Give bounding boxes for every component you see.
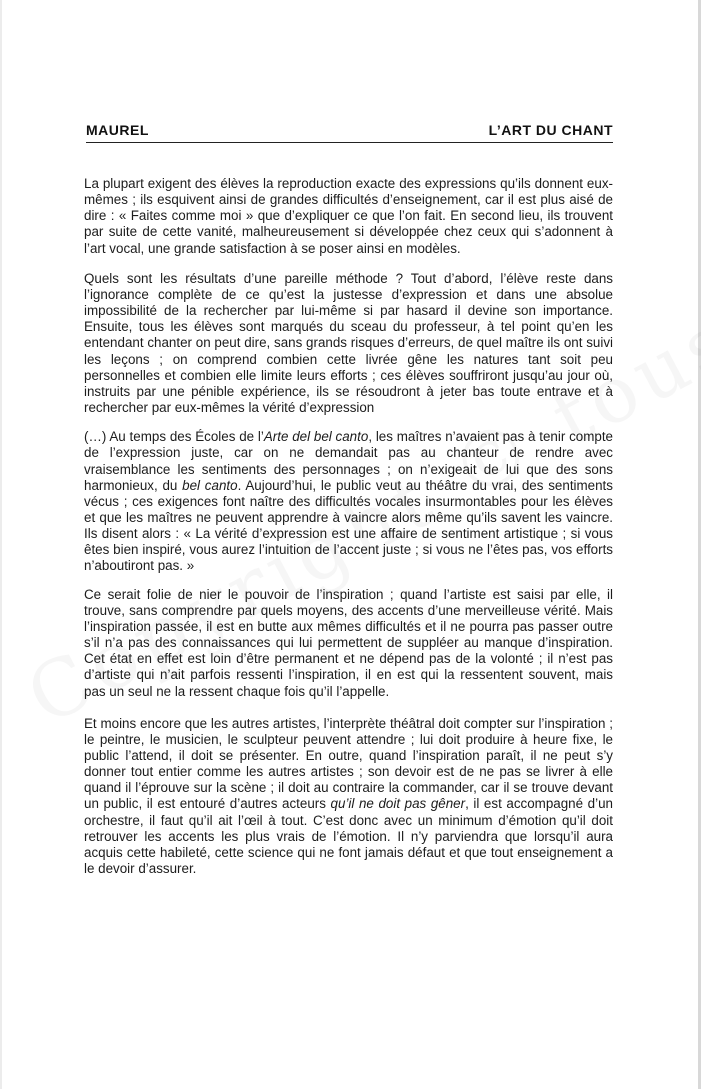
paragraph xyxy=(84,587,613,700)
paragraph xyxy=(84,271,613,416)
paragraph xyxy=(84,429,613,574)
paragraph xyxy=(84,716,613,878)
text-segment: Quels sont les résultats d’une pareille méthode ? Tout d’abord, l’élève reste dans l’ignorance complète de ce qu’est la justesse d’expression et dans une absolue impossibilité de la rechercher par lui-même si par hasard il devine son importance. Ensuite, tous les élèves sont marqués du sceau du professeur, à tel point qu’en les entendant chanter on peut dire, sans grands risques d’erreurs, de quel maître ils ont suivi les leçons ; on comprend combien cette livrée gêne les natures tant soit peu personnelles et combien elle limite leurs efforts ; ces élèves souffriront jusqu’au jour où, instruits par une pénible expérience, ils se résoudront à jeter bas toute entrave et à rechercher par eux-mêmes la vérité d’expression xyxy=(84,270,613,416)
text-segment: , les maîtres n’avaient pas à tenir compte de l’expression juste, car on ne demandait pas au chanteur de rendre avec vraisemblance les sentiments des personnages ; on n’exigeait de lui que des sons harmonieux, du xyxy=(84,429,613,493)
text-segment: La plupart exigent des élèves la reproduction exacte des expressions qu’ils donnent eux-mêmes ; ils esquivent ainsi de grandes difficultés d’enseignement, car il est plus aisé de dire : « Faites comme moi » que d’expliquer ce que l’on fait. En second lieu, ils trouvent par suite de cette vanité, malheureusement si développée chez ceux qui s’adonnent à l’art vocal, une grande satisfaction à se poser ainsi en modèles. xyxy=(84,176,613,256)
italic-text: bel canto xyxy=(182,477,238,493)
text-segment: , il est accompagné d’un orchestre, il faut qu’il ait l’œil à tout. C’est donc avec un minimum d’émotion qu’il doit retrouver les accents les plus vrais de l’émotion. Il n’y parviendra que lorsqu’il aura acquis cette habileté, cette science qui ne font jamais défaut et que tout enseignement a le devoir d’assurer. xyxy=(84,796,613,877)
scan-edge-left xyxy=(0,0,2,1089)
paragraph xyxy=(84,176,613,257)
italic-text: qu’il ne doit pas gêner xyxy=(330,796,466,812)
text-segment: Et moins encore que les autres artistes, l’interprète théâtral doit compter sur l’inspiration ; le peintre, le musicien, le sculpteur peuvent attendre ; lui doit produire à heure fixe, le public l’attend, il doit se présenter. En outre, quand l’inspiration paraît, il ne peut s’y donner tout entier comme les autres artistes ; son devoir est de ne pas se livrer à elle quand il l’éprouve sur la scène ; il doit au contraire la commander, car il se trouve devant un public, il est entouré d’autres acteurs xyxy=(84,715,613,812)
body-text xyxy=(84,176,613,891)
text-segment: . Aujourd’hui, le public veut au théâtre du vrai, des sentiments vécus ; ces exigences font naître des difficultés vocales insurmontables pour les élèves et que les maîtres ne peuvent apprendre à vaincre alors même qu’ils savent les vaincre. Ils disent alors : « La vérité d’expression est une affaire de sentiment artistique ; si vous êtes bien inspiré, vous aurez l’intuition de l’accent juste ; si vous ne l’êtes pas, vos efforts n’aboutiront pas. » xyxy=(84,477,613,574)
italic-text: Arte del bel canto xyxy=(263,429,369,445)
text-segment: Ce serait folie de nier le pouvoir de l’inspiration ; quand l’artiste est saisi par elle, il trouve, sans comprendre par quels moyens, des accents d’une merveilleuse vérité. Mais l’inspiration passée, il est en butte aux mêmes difficultés et il ne pourra pas passer outre s’il n’a pas des connaissances qui lui permettent de suppléer au manque d’inspiration. Cet état en effet est loin d’être permanent et ne dépend pas de la volonté ; il n’est pas d’artiste qui n’ait parfois ressenti l’inspiration, il en est qui la ressentent souvent, mais pas un seul ne la ressent chaque fois qu’il l’appelle. xyxy=(84,586,613,699)
header-author: MAUREL xyxy=(86,122,149,138)
running-header xyxy=(86,120,613,143)
text-segment: (…) Au temps des Écoles de l’ xyxy=(84,429,264,445)
header-title: L’ART DU CHANT xyxy=(488,122,613,138)
